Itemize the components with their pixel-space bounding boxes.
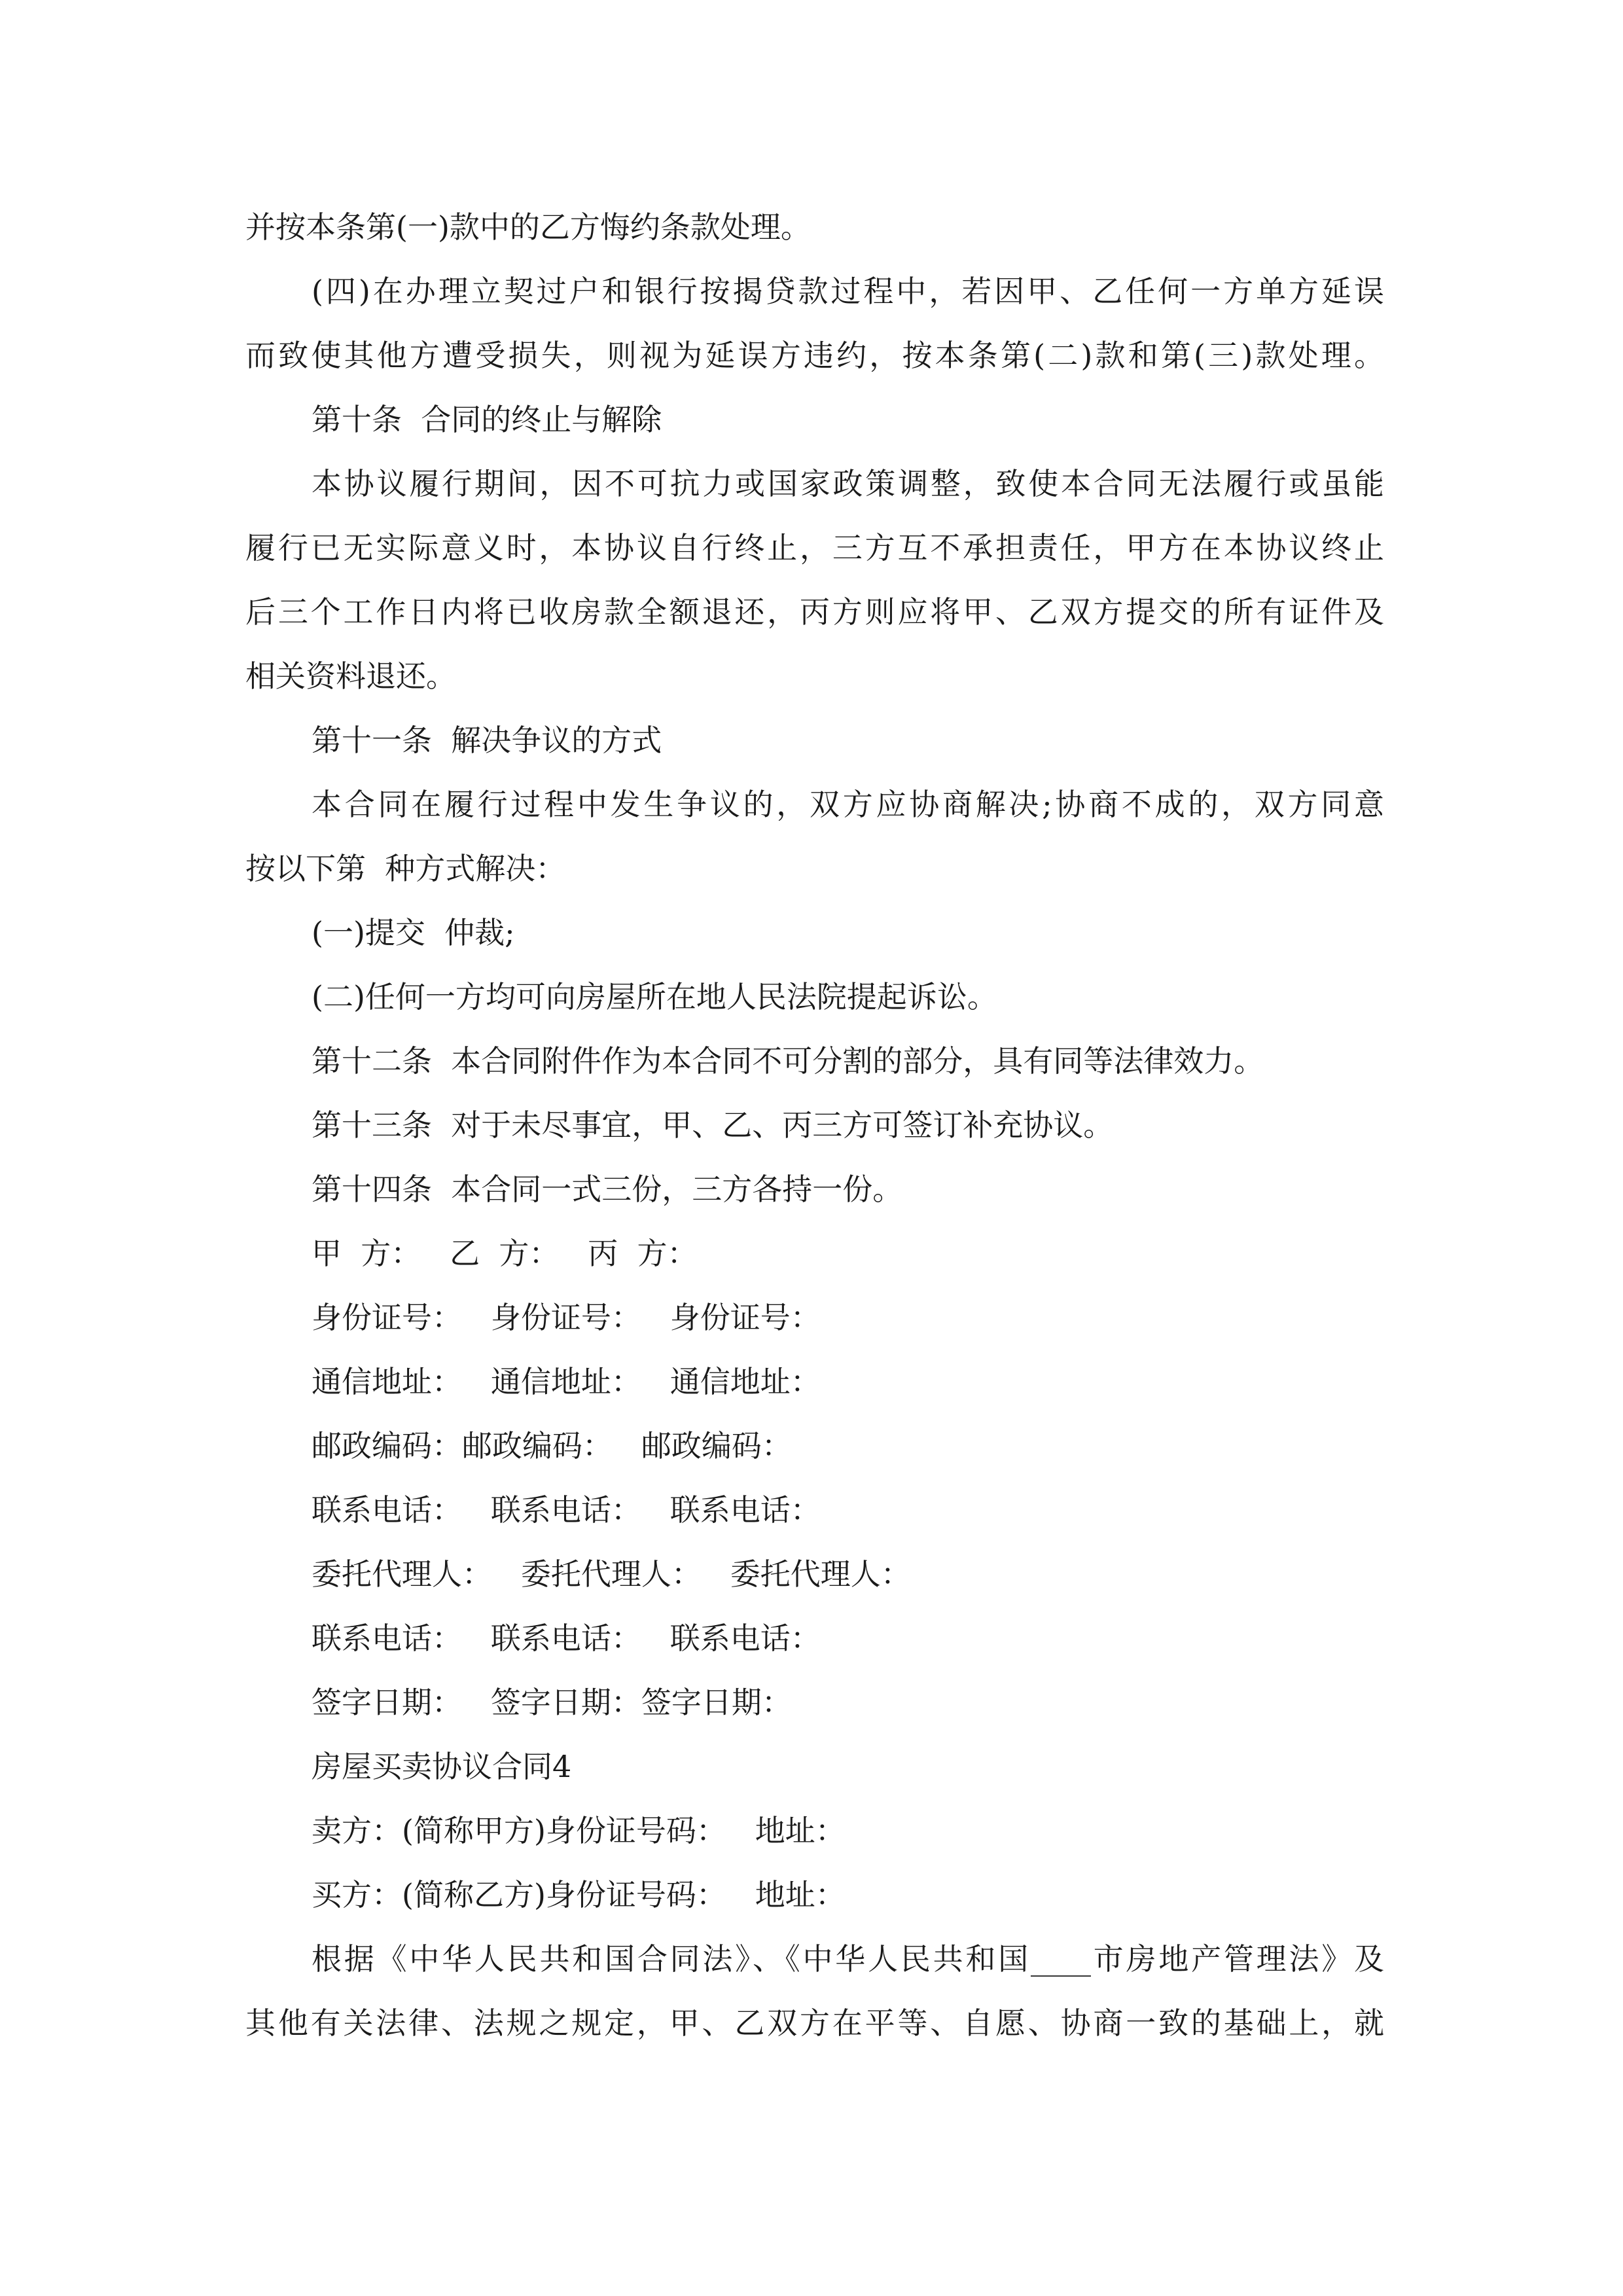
text-line: 而致使其他方遭受损失，则视为延误方违约，按本条第(二)款和第(三)款处理。 bbox=[245, 338, 1384, 373]
party-line: 买方：(简称乙方)身份证号码： 地址： bbox=[312, 1877, 846, 1912]
section-heading: 第十一条 解决争议的方式 bbox=[312, 723, 662, 758]
text-line: 根据《中华人民共和国合同法》、《中华人民共和国____市房地产管理法》及 bbox=[312, 1941, 1384, 1977]
text-line: (一)提交 仲裁; bbox=[312, 915, 515, 950]
text-line: 并按本条第(一)款中的乙方悔约条款处理。 bbox=[245, 209, 811, 245]
party-line: 卖方：(简称甲方)身份证号码： 地址： bbox=[312, 1813, 846, 1848]
signature-field-row: 身份证号： 身份证号： 身份证号： bbox=[312, 1300, 821, 1335]
signature-field-row: 签字日期： 签字日期：签字日期： bbox=[312, 1685, 792, 1720]
text-line: 履行已无实际意义时，本协议自行终止，三方互不承担责任，甲方在本协议终止 bbox=[245, 530, 1384, 565]
text-line: (四)在办理立契过户和银行按揭贷款过程中，若因甲、乙任何一方单方延误 bbox=[312, 274, 1384, 309]
text-line: 按以下第 种方式解决： bbox=[245, 851, 566, 886]
text-line: 第十二条 本合同附件作为本合同不可分割的部分，具有同等法律效力。 bbox=[312, 1043, 1264, 1079]
signature-field-row: 甲 方： 乙 方： 丙 方： bbox=[312, 1236, 698, 1271]
text-line: (二)任何一方均可向房屋所在地人民法院提起诉讼。 bbox=[312, 979, 997, 1014]
text-line: 后三个工作日内将已收房款全额退还，丙方则应将甲、乙双方提交的所有证件及 bbox=[245, 594, 1384, 630]
text-line: 第十四条 本合同一式三份，三方各持一份。 bbox=[312, 1172, 903, 1207]
signature-field-row: 通信地址： 通信地址： 通信地址： bbox=[312, 1364, 821, 1399]
signature-field-row: 委托代理人： 委托代理人： 委托代理人： bbox=[312, 1556, 911, 1592]
signature-field-row: 邮政编码：邮政编码： 邮政编码： bbox=[312, 1428, 792, 1463]
document-body bbox=[245, 195, 1384, 2055]
section-heading: 第十条 合同的终止与解除 bbox=[312, 402, 662, 437]
text-line: 第十三条 对于未尽事宜，甲、乙、丙三方可签订补充协议。 bbox=[312, 1107, 1114, 1143]
text-line: 相关资料退还。 bbox=[245, 658, 456, 694]
text-line: 其他有关法律、法规之规定，甲、乙双方在平等、自愿、协商一致的基础上，就 bbox=[245, 2005, 1384, 2041]
document-title: 房屋买卖协议合同4 bbox=[312, 1749, 572, 1784]
text-line: 本合同在履行过程中发生争议的，双方应协商解决;协商不成的，双方同意 bbox=[312, 787, 1384, 822]
text-line: 本协议履行期间，因不可抗力或国家政策调整，致使本合同无法履行或虽能 bbox=[312, 466, 1384, 501]
signature-field-row: 联系电话： 联系电话： 联系电话： bbox=[312, 1621, 821, 1656]
signature-field-row: 联系电话： 联系电话： 联系电话： bbox=[312, 1492, 821, 1528]
